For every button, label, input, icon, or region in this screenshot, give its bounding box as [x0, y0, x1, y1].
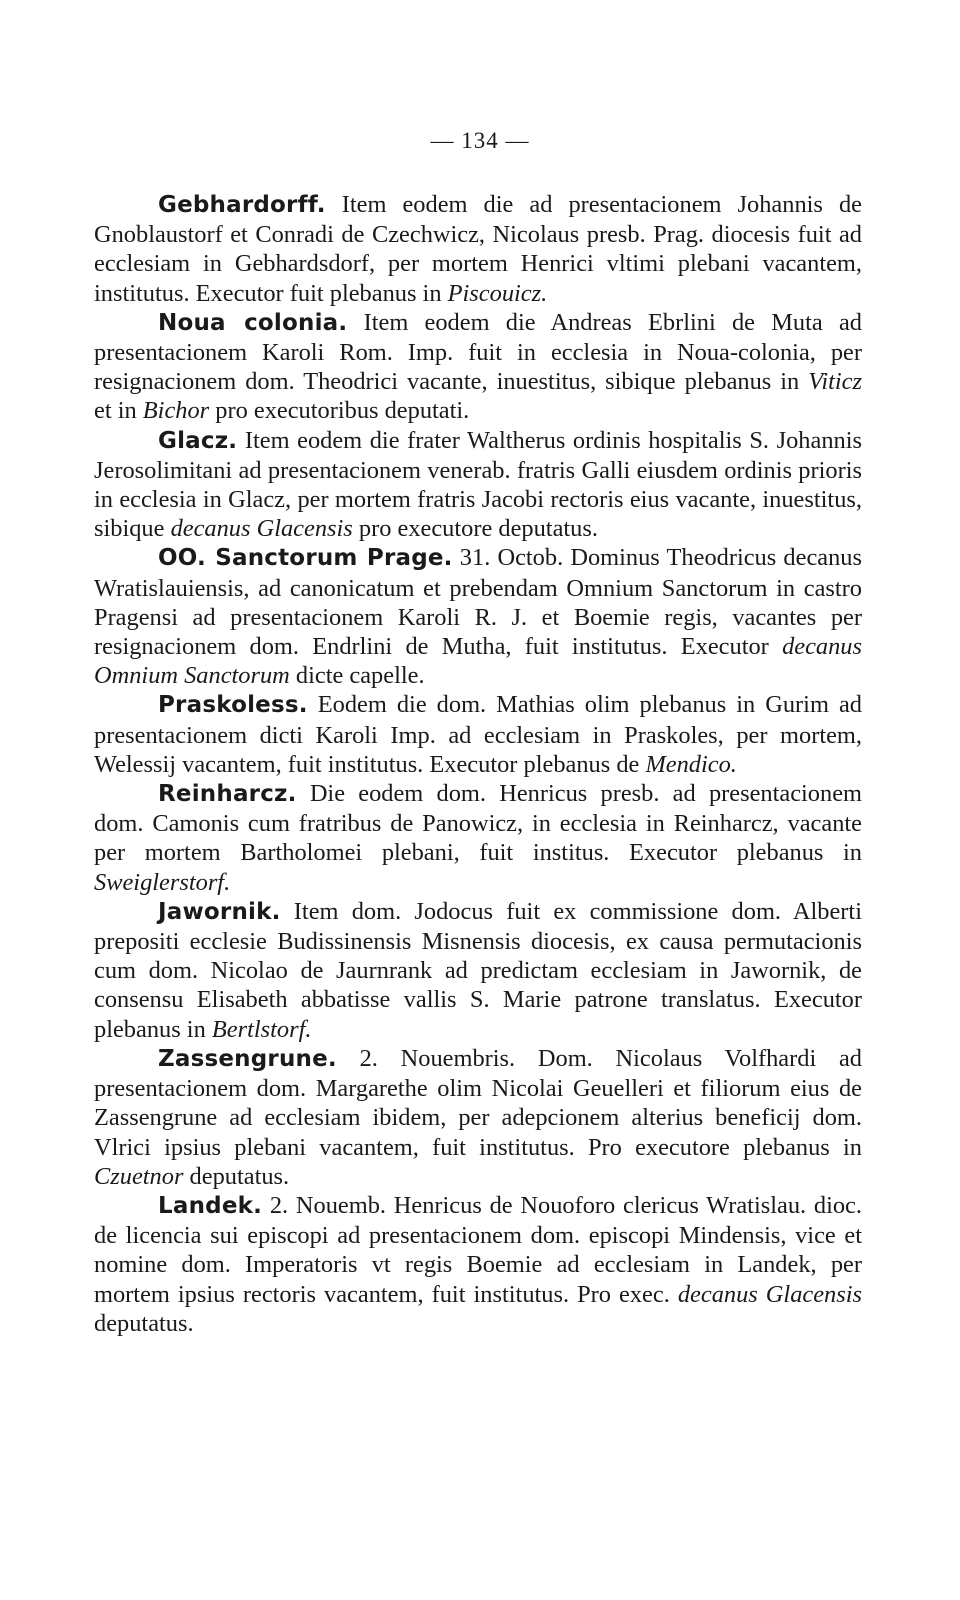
entry-heading: Landek. [158, 1192, 263, 1219]
entry-glacz [94, 426, 862, 544]
entry-gebhardorff [94, 190, 862, 308]
entry-text: Item eodem die ad presentacionem Johannis de Gnoblaustorf et Conradi de Czechwicz, Nicolaus presb. Prag. diocesis fuit ad ecclesiam in Gebhardsdorf, per mortem Henrici vltimi plebani vacantem, institutus. Executor fuit plebanus in Piscouicz. [94, 191, 862, 307]
entry-heading: Noua colonia. [158, 309, 348, 336]
entry-text: 2. Nouembris. Dom. Nicolaus Volfhardi ad presentacionem dom. Margarethe olim Nicolai Geuelleri et filiorum eius de Zassengrune ad ecclesiam ibidem, per adepcionem alterius beneficij dom. Vlrici ipsius plebani vacantem, fuit institutus. Pro executore plebanus in Czuetnor deputatus. [94, 1044, 862, 1190]
entry-heading: Gebhardorff. [158, 192, 326, 218]
entry-noua-colonia [94, 308, 862, 426]
entry-text: Eodem die dom. Mathias olim plebanus in Gurim ad presentacionem dicti Karoli Imp. ad ecclesiam in Praskoles, per mortem, Welessij vacantem, fuit institutus. Executor plebanus de Mendico. [94, 691, 862, 778]
entry-praskoless [94, 690, 862, 779]
entry-jawornik [94, 897, 862, 1044]
entry-text: 31. Octob. Dominus Theodricus decanus Wratislauiensis, ad canonicatum et prebendam Omnium Sanctorum in castro Pragensi ad presentacionem Karoli R. J. et Boemie regis, vacantes per resignacionem dom. Endrlini de Mutha, fuit institutus. Executor decanus Omnium Sanctorum dicte capelle. [94, 544, 862, 690]
entry-heading: Praskoless. [158, 692, 308, 719]
entry-oo-sanctorum-prage [94, 543, 862, 690]
entry-heading: Reinharcz. [158, 781, 297, 808]
entry-heading: Jawornik. [158, 898, 281, 925]
entry-text: 2. Nouemb. Henricus de Nouoforo clericus Wratislau. dioc. de licencia sui episcopi ad presentacionem dom. episcopi Mindensis, vice et nomine dom. Imperatoris vt regis Boemie ad ecclesiam in Landek, per mortem ipsius rectoris vacantem, fuit institutus. Pro exec. decanus Glacensis deputatus. [94, 1191, 862, 1337]
page-number: — 134 — [430, 128, 530, 153]
entry-reinharcz [94, 779, 862, 897]
entry-text: Die eodem dom. Henricus presb. ad presentacionem dom. Camonis cum fratribus de Panowicz, in ecclesia in Reinharcz, vacante per mortem Bartholomei plebani, fuit institus. Executor plebanus in Sweiglerstorf. [94, 780, 862, 896]
entry-landek [94, 1191, 862, 1338]
entry-heading: OO. Sanctorum Prage. [158, 545, 453, 572]
entry-text: Item eodem die frater Waltherus ordinis hospitalis S. Johannis Jerosolimitani ad presentacionem venerab. fratris Galli eiusdem ordinis prioris in ecclesia in Glacz, per mortem fratris Jacobi rectoris eius vacante, inuestitus, sibique decanus Glacensis pro executore deputatus. [94, 426, 862, 543]
entry-text: Item eodem die Andreas Ebrlini de Muta ad presentacionem Karoli Rom. Imp. fuit in ecclesia in Noua-colonia, per resignacionem dom. Theodrici vacante, inuestitus, sibique plebanus in Viticz et in Bichor pro executoribus deputati. [94, 308, 862, 425]
page-body [94, 190, 862, 1338]
entry-text: Item dom. Jodocus fuit ex commissione dom. Alberti prepositi ecclesie Budissinensis Misnensis diocesis, ex causa permutacionis cum dom. Nicolao de Jaurnrank ad predictam ecclesiam in Jawornik, de consensu Elisabeth abbatisse vallis S. Marie patrone translatus. Executor plebanus in Bertlstorf. [94, 897, 862, 1043]
entry-heading: Zassengrune. [158, 1045, 337, 1072]
entry-heading: Glacz. [158, 427, 238, 454]
entry-zassengrune [94, 1044, 862, 1191]
